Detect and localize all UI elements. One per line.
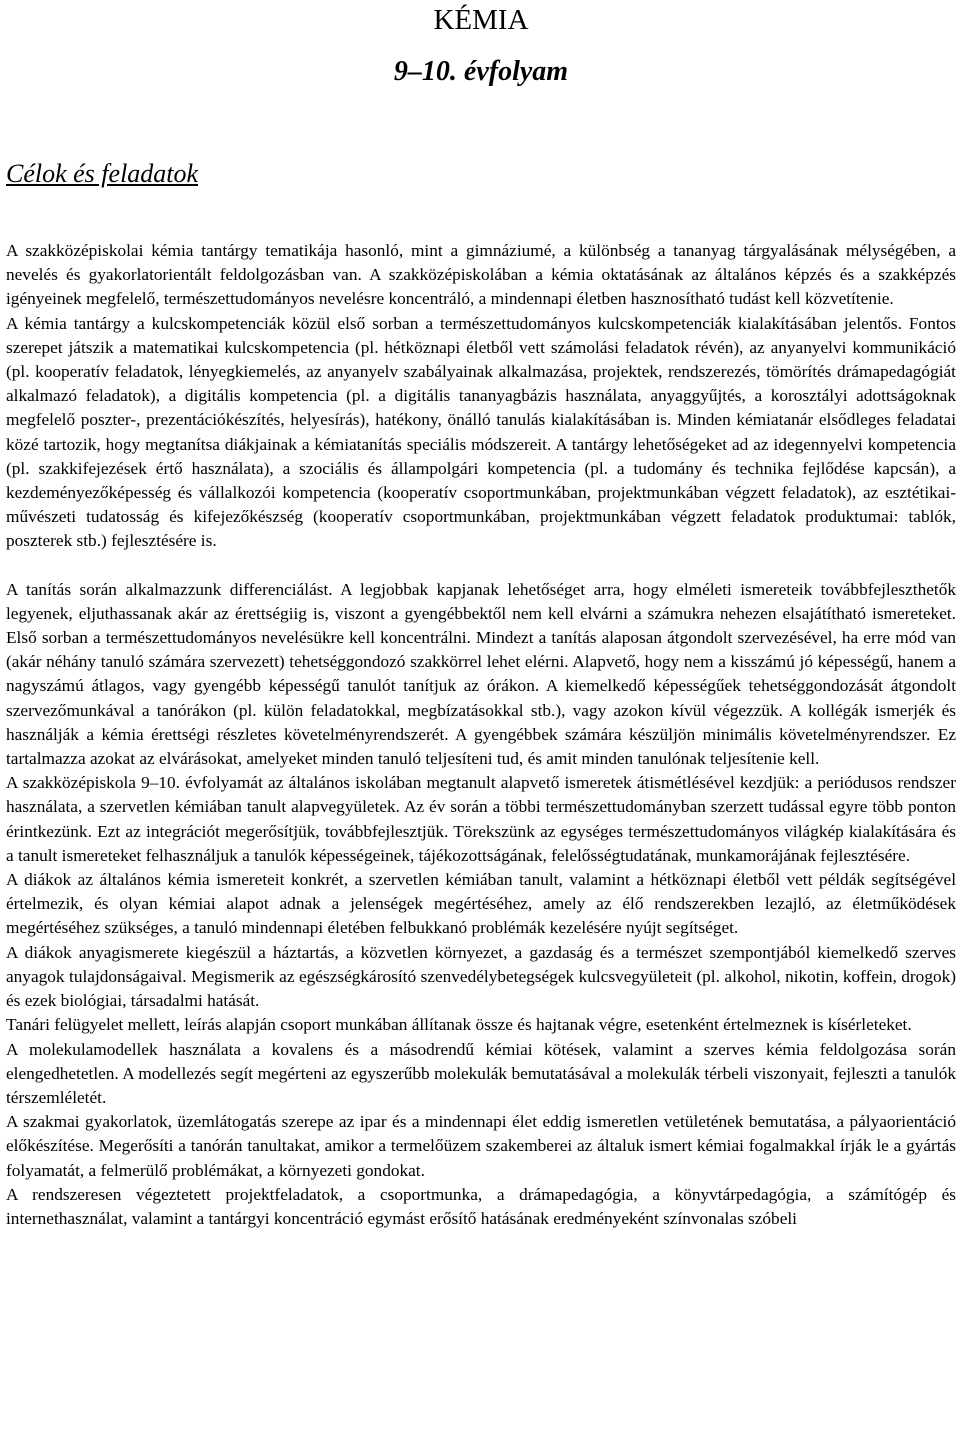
paragraph: A rendszeresen végeztetett projektfeladatok, a csoportmunka, a drámapedagógia, a könyvtárpedagógia, a számítógép és internethasználat, valamint a tantárgyi koncentráció egymást erősítő hatásának eredményeként színvonalas szóbeli <box>6 1184 956 1228</box>
goals-block-intro <box>6 239 956 554</box>
paragraph: A kémia tantárgy a kulcskompetenciák közül első sorban a természettudományos kulcskompetenciák kialakításában jelentős. Fontos szerepet játszik a matematikai kulcskompetencia (pl. hétköznapi életből vett számolási feladatok révén), az anyanyelvi kommunikáció (pl. kooperatív feladatok, lényegkiemelés, az anyanyelv szabályainak alkalmazása, projektek, rendszerezés, tömörítés drámapedagógiát alkalmazó feladatok), a digitális kompetencia (pl. a digitális tananyagbázis használata, anyaggyűjtés, a korosztályi adottságoknak megfelelő poszter-, prezentációkészítés, helyesírás), hatékony, önálló tanulás kialakításában is. Minden kémiatanár elsődleges feladatai közé tartozik, hogy megtanítsa diákjainak a kémiatanítás speciális módszereit. A tantárgy lehetőségeket ad az idegennyelvi kompetencia (pl. szakkifejezések értő használata), a szociális és állampolgári kompetencia (pl. a tudomány és technika fejlődése kapcsán), a kezdeményezőképesség és vállalkozói kompetencia (kooperatív csoportmunkában, projektmunkában végzett feladatok), az esztétikai-művészeti tudatosság és kifejezőkészség (kooperatív csoportmunkában, projektmunkában végzett feladatok produktumai: tablók, poszterek stb.) fejlesztésére is. <box>6 313 956 551</box>
paragraph: A szakközépiskola 9–10. évfolyamát az általános iskolában megtanult alapvető ismeretek átismétlésével kezdjük: a periódusos rendszer használata, a szervetlen kémiában tanult alapvegyületek. Az év során a többi természettudományban szerzett tudással egyre több ponton érintkezünk. Ezt az integrációt megerősítjük, továbbfejlesztjük. Törekszünk az egységes természettudományos világkép kialakítására és a tanult ismereteket felhasználjuk a tanulók képességeinek, tájékozottságának, felelősségtudatának, munkamorájának fejlesztésére. <box>6 773 956 865</box>
paragraph: A diákok anyagismerete kiegészül a háztartás, a közvetlen környezet, a gazdaság és a természet szempontjából kiemelkedő szerves anyagok tulajdonságaival. Megismerik az egészségkárosító szenvedélybetegségek kulcsvegyületeit (pl. alkohol, nikotin, koffein, drogok) és ezek biológiai, társadalmi hatását. <box>6 942 956 1011</box>
section-heading: Célok és feladatok <box>6 159 199 188</box>
paragraph: A molekulamodellek használata a kovalens és a másodrendű kémiai kötések, valamint a szerves kémia feldolgozása során elengedhetetlen. A modellezés segít megérteni az egyszerűbb molekulák bemutatásával a molekulák térbeli viszonyait, fejleszti a tanulók térszemléletét. <box>6 1039 956 1107</box>
goals-block-methods <box>6 578 956 1231</box>
paragraph: A diákok az általános kémia ismereteit konkrét, a szervetlen kémiában tanult, valamint a hétköznapi életből vett példák segítségével értelmezik, és olyan kémiai alapot adnak a jelenségek megértéséhez, amely az élő rendszerekben lezajló, az életműködések megértéséhez szükséges, a tanuló mindennapi életében felbukkanó problémák kezelésére nyújt segítséget. <box>6 870 956 938</box>
paragraph: Tanári felügyelet mellett, leírás alapján csoport munkában állítanak össze és hajtanak végre, esetenként értelmeznek is kísérleteket. <box>6 1015 912 1035</box>
document-page <box>6 0 956 1231</box>
paragraph: A szakmai gyakorlatok, üzemlátogatás szerepe az ipar és a mindennapi élet eddig ismeretlen vetületének bemutatása, a pályaorientáció előkészítése. Megerősíti a tanórán tanultakat, amikor a termelőüzem szakemberei az általuk ismert kémiai fogalmakkal írják le a gyártás folyamatát, a felmerülő problémákat, a környezeti gondokat. <box>6 1112 956 1180</box>
paragraph: A tanítás során alkalmazzunk differenciálást. A legjobbak kapjanak lehetőséget arra, hogy elméleti ismereteik továbbfejleszthetők legyenek, eljuthassanak akár az érettségiig is, viszont a gyengébbektől nem kell elvárni a számukra nehezen elsajátítható ismereteket. Első sorban a természettudományos nevelésükre kell koncentrálni. Mindezt a tanítás alaposan átgondolt szervezésével, ha erre mód van (akár néhány tanuló számára szervezett) tehetséggondozó szakkörrel lehet elérni. Alapvető, hogy nem a kisszámú jó képességű, hanem a nagyszámú átlagos, vagy gyengébb képességű tanulót tanítjuk az órákon. A kiemelkedő képességűek tehetséggondozását átgondolt szervezőmunkával a tanórákon (pl. külön feladatokkal, megbízatásokkal stb.), vagy azokon kívül végezzük. A kollégák ismerjék és használják a kémia érettségi részletes követelményrendszerét. A gyengébbek számára készüljön minimális követelményrendszer. Ez tartalmazza azokat az elvárásokat, amelyeket minden tanuló teljesíteni tud, és amit minden tanulónak teljesítenie kell. <box>6 579 956 769</box>
document-title: KÉMIA <box>433 4 529 36</box>
paragraph: A szakközépiskolai kémia tantárgy tematikája hasonló, mint a gimnáziumé, a különbség a tananyag tárgyalásának mélységében, a nevelés és gyakorlatorientált feldolgozásban van. A szakközépiskolában a kémia oktatásának az általános képzés és a szakképzés igényeinek megfelelő, természettudományos nevelésre koncentráló, a mindennapi életben hasznosítható tudást kell közvetítenie. <box>6 241 956 309</box>
document-subtitle: 9–10. évfolyam <box>393 56 569 87</box>
